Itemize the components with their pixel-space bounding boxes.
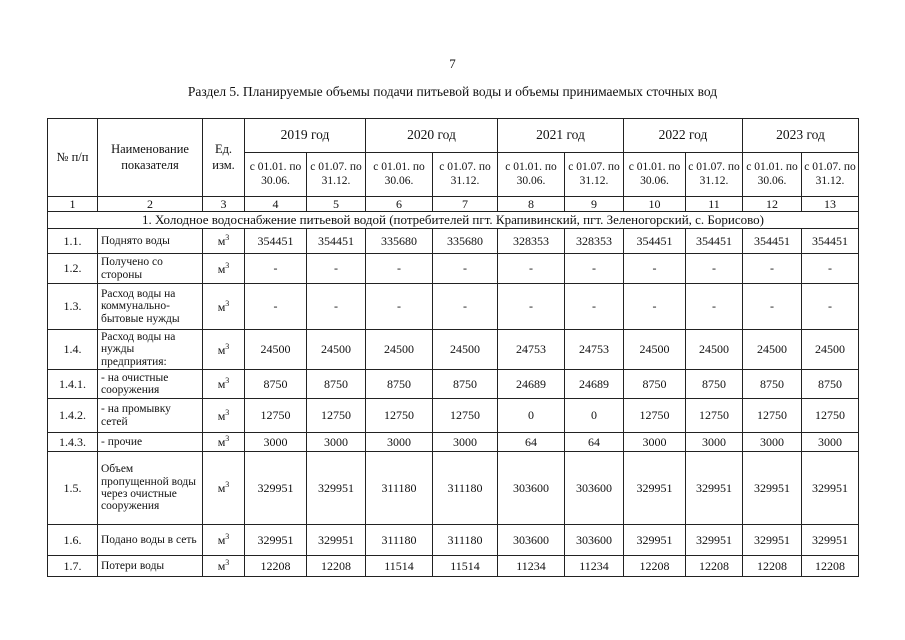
table-row [48, 556, 859, 577]
value-cell: 24689 [498, 370, 565, 399]
value-cell: 24689 [565, 370, 624, 399]
value-cell: 12750 [686, 399, 743, 433]
header-year: 2019 год [245, 119, 366, 153]
value-cell: 11234 [565, 556, 624, 577]
value-cell: 12208 [245, 556, 307, 577]
value-cell: - [433, 284, 498, 330]
value-cell: 303600 [565, 452, 624, 525]
value-cell: - [624, 254, 686, 284]
header-unit: Ед. изм. [203, 119, 245, 197]
row-number: 1.5. [48, 452, 98, 525]
indicator-name: Потери воды [98, 556, 203, 577]
section-title: Раздел 5. Планируемые объемы подачи питьевой воды и объемы принимаемых сточных вод [187, 84, 718, 99]
unit-exponent: 3 [225, 298, 230, 308]
unit-label: м [217, 342, 226, 357]
value-cell: 8750 [433, 370, 498, 399]
value-cell: 12208 [802, 556, 859, 577]
value-cell: - [743, 254, 802, 284]
unit-label: м [217, 533, 226, 548]
value-cell: 329951 [743, 452, 802, 525]
unit-cell [203, 370, 245, 399]
unit-exponent: 3 [225, 233, 230, 243]
column-number: 5 [307, 197, 366, 212]
row-number: 1.4.2. [48, 399, 98, 433]
table-row [48, 399, 859, 433]
value-cell: 0 [498, 399, 565, 433]
value-cell: - [366, 284, 433, 330]
page-number: 7 [449, 56, 456, 71]
unit-cell [203, 330, 245, 370]
table-row [48, 370, 859, 399]
value-cell: 354451 [307, 229, 366, 254]
value-cell: 24500 [686, 330, 743, 370]
section-heading: 1. Холодное водоснабжение питьевой водой (потребителей пгт. Крапивинский, пгт. Зеленогорский, с. Борисово) [48, 212, 859, 229]
unit-label: м [217, 234, 226, 249]
value-cell: - [498, 284, 565, 330]
header-row-years [48, 119, 859, 153]
value-cell: 354451 [245, 229, 307, 254]
value-cell: - [686, 284, 743, 330]
value-cell: 12750 [366, 399, 433, 433]
value-cell: 12750 [743, 399, 802, 433]
value-cell: - [624, 284, 686, 330]
value-cell: 3000 [624, 433, 686, 452]
value-cell: 64 [498, 433, 565, 452]
value-cell: 12750 [624, 399, 686, 433]
table-row [48, 284, 859, 330]
value-cell: 329951 [307, 525, 366, 556]
unit-cell [203, 433, 245, 452]
column-number: 8 [498, 197, 565, 212]
value-cell: 329951 [245, 525, 307, 556]
header-period-second-half: с 01.07. по 31.12. [802, 153, 859, 197]
indicator-name: Подано воды в сеть [98, 525, 203, 556]
header-period-first-half: с 01.01. по 30.06. [743, 153, 802, 197]
value-cell: 12208 [307, 556, 366, 577]
column-number: 2 [98, 197, 203, 212]
value-cell: 311180 [366, 452, 433, 525]
value-cell: - [433, 254, 498, 284]
value-cell: 12750 [307, 399, 366, 433]
unit-exponent: 3 [225, 532, 230, 542]
value-cell: 12208 [686, 556, 743, 577]
row-number: 1.3. [48, 284, 98, 330]
value-cell: 12208 [624, 556, 686, 577]
column-number: 1 [48, 197, 98, 212]
indicator-name: Объем пропущенной воды через очистные сооружения [98, 452, 203, 525]
row-number: 1.4.3. [48, 433, 98, 452]
value-cell: 64 [565, 433, 624, 452]
unit-cell [203, 284, 245, 330]
indicator-name: - на промывку сетей [98, 399, 203, 433]
unit-exponent: 3 [225, 558, 230, 568]
value-cell: 11234 [498, 556, 565, 577]
value-cell: 311180 [366, 525, 433, 556]
value-cell: 12750 [245, 399, 307, 433]
value-cell: 8750 [307, 370, 366, 399]
header-year: 2022 год [624, 119, 743, 153]
value-cell: 354451 [802, 229, 859, 254]
value-cell: - [802, 284, 859, 330]
value-cell: 328353 [565, 229, 624, 254]
value-cell: 3000 [307, 433, 366, 452]
value-cell: 3000 [686, 433, 743, 452]
unit-label: м [217, 559, 226, 574]
value-cell: 11514 [366, 556, 433, 577]
value-cell: 303600 [565, 525, 624, 556]
header-num: № п/п [48, 119, 98, 197]
header-period-first-half: с 01.01. по 30.06. [624, 153, 686, 197]
header-year: 2021 год [498, 119, 624, 153]
value-cell: 311180 [433, 452, 498, 525]
column-number: 10 [624, 197, 686, 212]
value-cell: 329951 [686, 452, 743, 525]
unit-cell [203, 229, 245, 254]
value-cell: - [307, 254, 366, 284]
table-row [48, 433, 859, 452]
table-row [48, 229, 859, 254]
row-number: 1.2. [48, 254, 98, 284]
unit-label: м [217, 377, 226, 392]
value-cell: 8750 [245, 370, 307, 399]
value-cell: 3000 [366, 433, 433, 452]
value-cell: 12208 [743, 556, 802, 577]
value-cell: - [565, 254, 624, 284]
value-cell: - [686, 254, 743, 284]
water-supply-table [47, 118, 859, 577]
value-cell: 24500 [366, 330, 433, 370]
header-year: 2020 год [366, 119, 498, 153]
value-cell: 8750 [624, 370, 686, 399]
indicator-name: - прочие [98, 433, 203, 452]
unit-cell [203, 399, 245, 433]
value-cell: 8750 [366, 370, 433, 399]
unit-exponent: 3 [225, 480, 230, 490]
value-cell: 0 [565, 399, 624, 433]
unit-label: м [217, 481, 226, 496]
value-cell: 311180 [433, 525, 498, 556]
value-cell: 3000 [743, 433, 802, 452]
value-cell: 329951 [624, 452, 686, 525]
row-number: 1.7. [48, 556, 98, 577]
value-cell: 354451 [624, 229, 686, 254]
table-row [48, 452, 859, 525]
indicator-name: Поднято воды [98, 229, 203, 254]
value-cell: 24500 [433, 330, 498, 370]
row-number: 1.6. [48, 525, 98, 556]
column-number: 3 [203, 197, 245, 212]
column-number: 7 [433, 197, 498, 212]
value-cell: 3000 [245, 433, 307, 452]
section-row [48, 212, 859, 229]
unit-label: м [217, 408, 226, 423]
header-period-second-half: с 01.07. по 31.12. [565, 153, 624, 197]
unit-cell [203, 452, 245, 525]
column-number: 9 [565, 197, 624, 212]
indicator-name: Получено со стороны [98, 254, 203, 284]
value-cell: - [307, 284, 366, 330]
value-cell: 335680 [366, 229, 433, 254]
value-cell: 303600 [498, 452, 565, 525]
value-cell: 328353 [498, 229, 565, 254]
unit-label: м [217, 435, 226, 450]
header-period-second-half: с 01.07. по 31.12. [433, 153, 498, 197]
unit-exponent: 3 [225, 376, 230, 386]
column-number: 6 [366, 197, 433, 212]
table-row [48, 525, 859, 556]
value-cell: 329951 [686, 525, 743, 556]
value-cell: 303600 [498, 525, 565, 556]
value-cell: 24500 [307, 330, 366, 370]
indicator-name: - на очистные сооружения [98, 370, 203, 399]
value-cell: 8750 [686, 370, 743, 399]
value-cell: - [245, 284, 307, 330]
column-number: 4 [245, 197, 307, 212]
header-period-first-half: с 01.01. по 30.06. [498, 153, 565, 197]
unit-exponent: 3 [225, 434, 230, 444]
value-cell: 24753 [498, 330, 565, 370]
unit-label: м [217, 299, 226, 314]
value-cell: 12750 [433, 399, 498, 433]
value-cell: 24500 [624, 330, 686, 370]
row-number: 1.4.1. [48, 370, 98, 399]
row-number: 1.1. [48, 229, 98, 254]
header-period-first-half: с 01.01. по 30.06. [366, 153, 433, 197]
column-number-row [48, 197, 859, 212]
value-cell: 8750 [802, 370, 859, 399]
value-cell: 3000 [802, 433, 859, 452]
value-cell: - [565, 284, 624, 330]
value-cell: 329951 [624, 525, 686, 556]
value-cell: 24500 [245, 330, 307, 370]
indicator-name: Расход воды на коммунально-бытовые нужды [98, 284, 203, 330]
value-cell: - [802, 254, 859, 284]
column-number: 12 [743, 197, 802, 212]
row-number: 1.4. [48, 330, 98, 370]
value-cell: 24500 [802, 330, 859, 370]
value-cell: 329951 [802, 452, 859, 525]
value-cell: 24500 [743, 330, 802, 370]
value-cell: 24753 [565, 330, 624, 370]
unit-exponent: 3 [225, 407, 230, 417]
column-number: 13 [802, 197, 859, 212]
value-cell: 329951 [802, 525, 859, 556]
value-cell: - [245, 254, 307, 284]
table-row [48, 254, 859, 284]
value-cell: 354451 [743, 229, 802, 254]
value-cell: 329951 [307, 452, 366, 525]
value-cell: 329951 [245, 452, 307, 525]
unit-exponent: 3 [225, 341, 230, 351]
header-period-first-half: с 01.01. по 30.06. [245, 153, 307, 197]
unit-cell [203, 525, 245, 556]
value-cell: 3000 [433, 433, 498, 452]
indicator-name: Расход воды на нужды предприятия: [98, 330, 203, 370]
header-period-second-half: с 01.07. по 31.12. [307, 153, 366, 197]
unit-cell [203, 556, 245, 577]
header-period-second-half: с 01.07. по 31.12. [686, 153, 743, 197]
column-number: 11 [686, 197, 743, 212]
header-year: 2023 год [743, 119, 859, 153]
unit-cell [203, 254, 245, 284]
value-cell: 8750 [743, 370, 802, 399]
unit-label: м [217, 261, 226, 276]
value-cell: 12750 [802, 399, 859, 433]
value-cell: - [743, 284, 802, 330]
value-cell: 11514 [433, 556, 498, 577]
table-row [48, 330, 859, 370]
value-cell: 329951 [743, 525, 802, 556]
value-cell: - [498, 254, 565, 284]
unit-exponent: 3 [225, 260, 230, 270]
value-cell: - [366, 254, 433, 284]
value-cell: 354451 [686, 229, 743, 254]
header-name: Наименование показателя [98, 119, 203, 197]
value-cell: 335680 [433, 229, 498, 254]
